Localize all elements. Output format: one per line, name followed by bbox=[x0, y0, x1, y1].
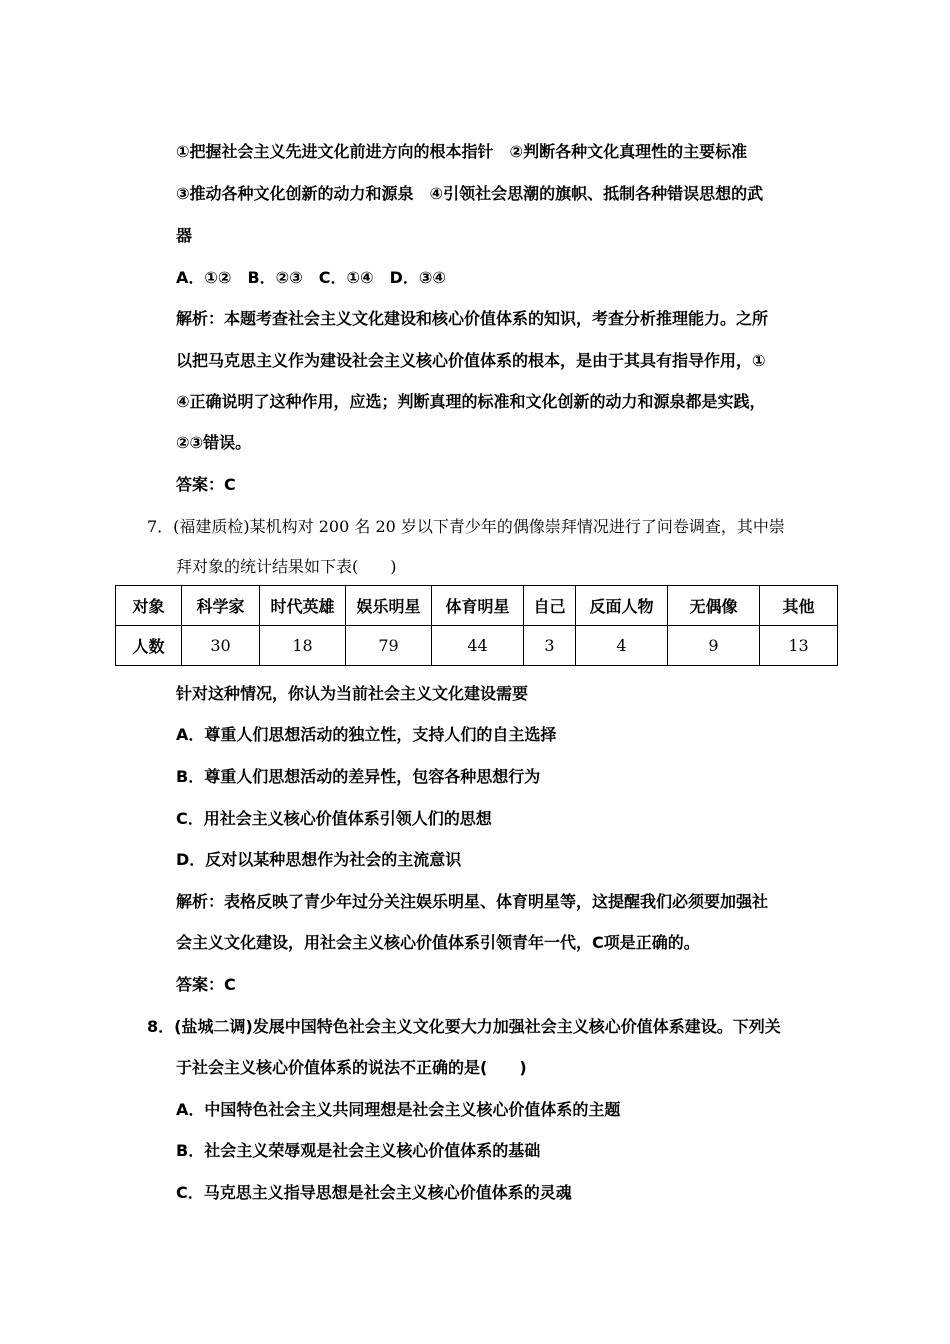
table-header-cell: 娱乐明星 bbox=[346, 586, 432, 626]
q7-option-a: A．尊重人们思想活动的独立性，支持人们的自主选择 bbox=[176, 725, 557, 744]
table-row-label: 人数 bbox=[116, 626, 182, 666]
table-header-cell: 自己 bbox=[524, 586, 576, 626]
q7-option-b: B．尊重人们思想活动的差异性，包容各种思想行为 bbox=[176, 767, 541, 786]
q6-options-line1: ①把握社会主义先进文化前进方向的根本指针 ②判断各种文化真理性的主要标准 bbox=[176, 142, 748, 161]
q8-stem-line1: 8．(盐城二调)发展中国特色社会主义文化要大力加强社会主义核心价值体系建设。下列关 bbox=[147, 1017, 781, 1036]
q6-answer: 答案：C bbox=[176, 475, 236, 494]
q8-option-b: B．社会主义荣辱观是社会主义核心价值体系的基础 bbox=[176, 1141, 541, 1160]
q7-option-c: C．用社会主义核心价值体系引领人们的思想 bbox=[176, 809, 492, 828]
q6-options-line3: 器 bbox=[176, 226, 193, 245]
q6-analysis-line4: ②③错误。 bbox=[176, 433, 252, 452]
q8-stem-line2: 于社会主义核心价值体系的说法不正确的是( ) bbox=[176, 1058, 527, 1077]
table-header-cell: 其他 bbox=[760, 586, 838, 626]
table-cell: 4 bbox=[576, 626, 668, 666]
table-cell: 13 bbox=[760, 626, 838, 666]
q6-options-line2: ③推动各种文化创新的动力和源泉 ④引领社会思潮的旗帜、抵制各种错误思想的武 bbox=[176, 184, 764, 203]
q6-analysis-line2: 以把马克思主义作为建设社会主义核心价值体系的根本，是由于其具有指导作用，① bbox=[176, 351, 766, 370]
q7-analysis-line1: 解析：表格反映了青少年过分关注娱乐明星、体育明星等，这提醒我们必须要加强社 bbox=[176, 892, 769, 911]
table-cell: 9 bbox=[668, 626, 760, 666]
table-cell: 30 bbox=[182, 626, 260, 666]
q8-option-a: A．中国特色社会主义共同理想是社会主义核心价值体系的主题 bbox=[176, 1100, 621, 1119]
table-header-cell: 时代英雄 bbox=[260, 586, 346, 626]
q7-stem-line1: 7．(福建质检)某机构对 200 名 20 岁以下青少年的偶像崇拜情况进行了问卷调查，其中崇 bbox=[147, 517, 785, 536]
q8-option-c: C．马克思主义指导思想是社会主义核心价值体系的灵魂 bbox=[176, 1183, 572, 1202]
q6-choices: A．①② B．②③ C．①④ D．③④ bbox=[176, 268, 446, 287]
q6-analysis-line3: ④正确说明了这种作用，应选；判断真理的标准和文化创新的动力和源泉都是实践， bbox=[176, 392, 766, 411]
q7-analysis-line2: 会主义文化建设，用社会主义核心价值体系引领青年一代，C项是正确的。 bbox=[176, 933, 700, 952]
q7-answer: 答案：C bbox=[176, 975, 236, 994]
survey-table bbox=[115, 585, 838, 666]
table-header-cell: 科学家 bbox=[182, 586, 260, 626]
table-header-cell: 无偶像 bbox=[668, 586, 760, 626]
table-header-row bbox=[116, 586, 838, 626]
table-header-cell: 反面人物 bbox=[576, 586, 668, 626]
table-cell: 44 bbox=[432, 626, 524, 666]
table-header-cell: 对象 bbox=[116, 586, 182, 626]
q6-analysis-line1: 解析：本题考查社会主义文化建设和核心价值体系的知识，考查分析推理能力。之所 bbox=[176, 309, 769, 328]
table-cell: 3 bbox=[524, 626, 576, 666]
table-cell: 18 bbox=[260, 626, 346, 666]
table-cell: 79 bbox=[346, 626, 432, 666]
q7-option-d: D．反对以某种思想作为社会的主流意识 bbox=[176, 850, 462, 869]
q7-prompt: 针对这种情况，你认为当前社会主义文化建设需要 bbox=[176, 684, 529, 703]
table-row bbox=[116, 626, 838, 666]
table-header-cell: 体育明星 bbox=[432, 586, 524, 626]
q7-stem-line2: 拜对象的统计结果如下表( ) bbox=[176, 557, 397, 576]
